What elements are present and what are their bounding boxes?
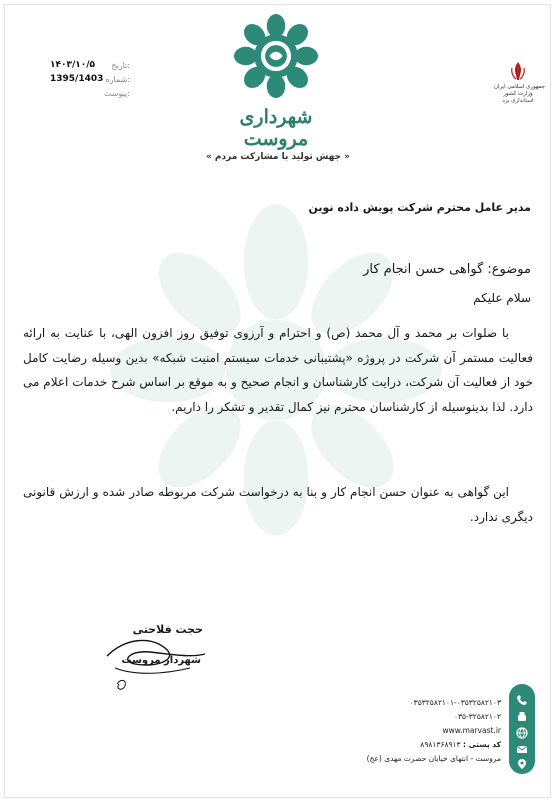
attachment-label: پیوست: [103, 88, 130, 98]
municipality-emblem-icon [234, 14, 318, 98]
date-label: تاریخ: [111, 60, 130, 70]
number-row [50, 72, 130, 86]
recipient: مدیر عامل محترم شرکت پویش داده نوین [308, 201, 531, 214]
footer-contact [261, 696, 501, 766]
number-label: شماره: [105, 74, 130, 84]
attachment-row [50, 86, 130, 100]
signer-name: حجت فلاحتی [132, 623, 203, 636]
footer-fax: ۰۳۵-۳۲۵۸۲۱۰۲ [453, 712, 501, 721]
gov-line-1: جمهوری اسلامی ایران [494, 84, 546, 90]
number-value: 1395/1403 [50, 74, 104, 84]
phone-icon [516, 694, 528, 706]
postal-label: کد پستی : [462, 740, 501, 749]
footer-address: مروست - انتهای خیابان حضرت مهدی (عج) [366, 754, 501, 763]
body-paragraph-1: با صلوات بر محمد و آل محمد (ص) و احترام و آرزوی توفیق روز افزون الهی، با عنایت به ارائه فعالیت مستمر آن شرکت در پروژه «پشتیبانی خدمات سیستم امنیت شبکه» بدین وسیله رضایت کامل خود از فعالیت آن شرکت، درایت کارشناسان و انجام صحیح و به موقع بر اساس شرح خدمات اعلام می دارد. لذا بدینوسیله از کارشناسان محترم نیز کمال تقدیر و تشکر را داریم. [23, 326, 533, 414]
subject: موضوع: گواهی حسن انجام کار [363, 262, 531, 277]
date-value: ۱۴۰۳/۱۰/۵ [50, 60, 96, 70]
postal-code: ۸۹۸۱۳۶۸۹۱۳ [420, 740, 461, 749]
letter-meta [50, 58, 130, 100]
location-icon [516, 758, 528, 770]
footer-website[interactable]: www.marvast.ir [442, 726, 501, 735]
gov-line-2: وزارت کشور [503, 91, 533, 97]
greeting: سلام علیکم [473, 291, 531, 305]
footer-postal [261, 738, 501, 752]
footer-phones: ۰۳۵۳۲۵۸۲۱۰۱-۰۳۵۳۲۵۸۲۱۰۳ [409, 698, 501, 707]
municipality-logo [226, 14, 326, 150]
gov-line-3: استانداری یزد [502, 98, 534, 104]
mail-icon [516, 743, 528, 755]
slogan: « جهش تولید با مشارکت مردم » [205, 152, 350, 162]
signer-title: شهردار مروست [121, 655, 201, 666]
org-name: شهرداری مروست [239, 106, 313, 150]
iran-emblem-icon [508, 60, 528, 82]
fax-icon [516, 711, 528, 723]
government-block [494, 60, 546, 105]
body-paragraph-2: این گواهی به عنوان حسن انجام کار و بنا به درخواست شرکت مربوطه صادر شده و ارزش قانونی دیگری ندارد. [23, 485, 533, 524]
date-row [50, 58, 130, 72]
web-icon [516, 727, 528, 739]
